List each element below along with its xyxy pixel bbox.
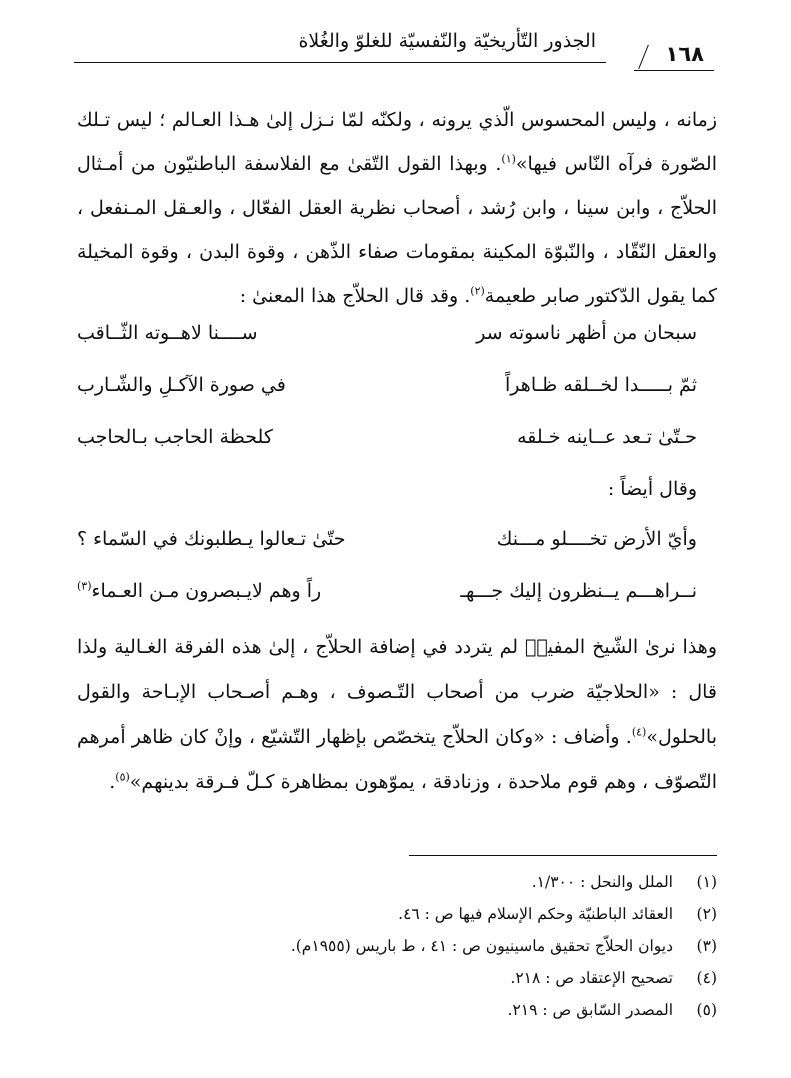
paragraph-2 — [77, 625, 717, 805]
paragraph-text: زمانه ، وليس المحسوس الّذي يرونه ، ولكنّه لمّا نـزل إلىٰ هـذا العـالم ؛ ليس تـلك الصّورة فرآه النّاس فيها» — [77, 109, 717, 175]
verse-first-hemistich: وأيّ الأرض تخــــلو مـــنك — [496, 528, 697, 550]
verse-first-hemistich: نــراهـــم يــنظرون إليك جـــهـ — [460, 580, 697, 602]
verse-second-hemistich — [77, 580, 321, 602]
footnote-ref: (٤) — [631, 725, 647, 739]
footnotes — [77, 873, 717, 1033]
footnote-text: ديوان الحلاّج تحقيق ماسينيون ص : ٤١ ، ط باريس (١٩٥٥م). — [290, 937, 673, 955]
paragraph-text: وهذا نرىٰ الشّيخ المفيدؒ لم يتردد في إضافة الحلاّج ، إلىٰ هذه الفرقة الغـالية ولذا قال : «الحلاجيّة ضرب من أصحاب التّـصوف ، وهـم أصـحاب الإبـاحة والقول بالحلول» — [77, 636, 717, 748]
footnote-ref: (٣) — [77, 579, 92, 593]
said-also-line: وقال أيضاً : — [607, 478, 697, 500]
footnote-ref: (٢) — [470, 284, 485, 298]
footnote-separator — [409, 855, 717, 856]
verse-first-hemistich: سبحان من أظهر ناسوته سر — [476, 322, 697, 344]
footnote-number: (٣) — [696, 937, 717, 955]
verse-first-hemistich: حـتّىٰ تـعد عــاينه خـلقه — [517, 426, 697, 448]
header-rule — [74, 62, 606, 63]
verse-line — [77, 528, 697, 580]
header-title: الجذور التّأريخيّة والنّفسيّة للغلوّ والغُلاة — [298, 30, 596, 52]
verse-second-hemistich: في صورة الآكـلِ والشّـارب — [77, 374, 286, 396]
footnote-text: العقائد الباطنيّة وحكم الإسلام فيها ص : ٤٦. — [398, 905, 673, 923]
running-header — [74, 28, 714, 68]
paragraph-text: . — [109, 771, 116, 793]
footnote — [77, 1001, 717, 1033]
verse-line — [77, 322, 697, 374]
footnote-number: (٤) — [696, 969, 717, 987]
paragraph-text: . وقد قال الحلاّج هذا المعنىٰ : — [239, 285, 471, 307]
verse-second-hemistich: حتّىٰ تـعالوا يـطلبونك في السّماء ؟ — [77, 528, 346, 550]
footnote-text: المصدر السّابق ص : ٢١٩. — [507, 1001, 673, 1019]
footnote — [77, 937, 717, 969]
paragraph-text: . وأضاف : «وكان الحلاّج يتخصّص بإظهار التّشيّع ، وإنْ كان ظاهر أمرهم التّصوّف ، وهم قوم ملاحدة ، وزنادقة ، يموّهون بمظاهرة كـلّ فـرقة بدينهم» — [77, 726, 717, 793]
footnote — [77, 969, 717, 1001]
paragraph-1 — [77, 98, 717, 318]
poem-1 — [77, 322, 697, 478]
footnote-number: (٥) — [696, 1001, 717, 1019]
verse-second-hemistich: كلحظة الحاجب بـالحاجب — [77, 426, 273, 448]
poem-2 — [77, 528, 697, 632]
verse-line — [77, 426, 697, 478]
footnote-number: (١) — [696, 873, 717, 891]
page-number-slash — [638, 45, 649, 70]
verse-text: راً وهم لايـبصرون مـن العـماء — [91, 580, 322, 602]
paragraph-text: . وبهذا القول التّقىٰ مع الفلاسفة الباطنيّون من أمـثال الحلاّج ، وابن سينا ، وابن رُشد ، أصحاب نظرية العقل الفعّال ، والعـقل المـنفعل ، والعقل النّقّاد ، والنّبوّة المكينة بمقومات صفاء الذّهن ، وقوة البدن ، وقوة المخيلة كما يقول الدّكتور صابر طعيمة — [77, 153, 718, 307]
footnote-text: تصحيح الإعتقاد ص : ٢١٨. — [510, 969, 673, 987]
verse-first-hemistich: ثمّ بـــــدا لخــلقه ظـاهراً — [505, 374, 697, 396]
verse-line — [77, 374, 697, 426]
verse-second-hemistich: ســــنا لاهــوته الثّــاقب — [77, 322, 258, 344]
footnote — [77, 905, 717, 937]
page-number: ١٦٨ — [665, 42, 704, 66]
footnote — [77, 873, 717, 905]
footnote-number: (٢) — [696, 905, 717, 923]
page-number-rule — [634, 70, 714, 71]
footnote-text: الملل والنحل : ١/٣٠٠. — [531, 873, 673, 891]
footnote-ref: (١) — [501, 152, 516, 166]
footnote-ref: (٥) — [115, 770, 130, 784]
